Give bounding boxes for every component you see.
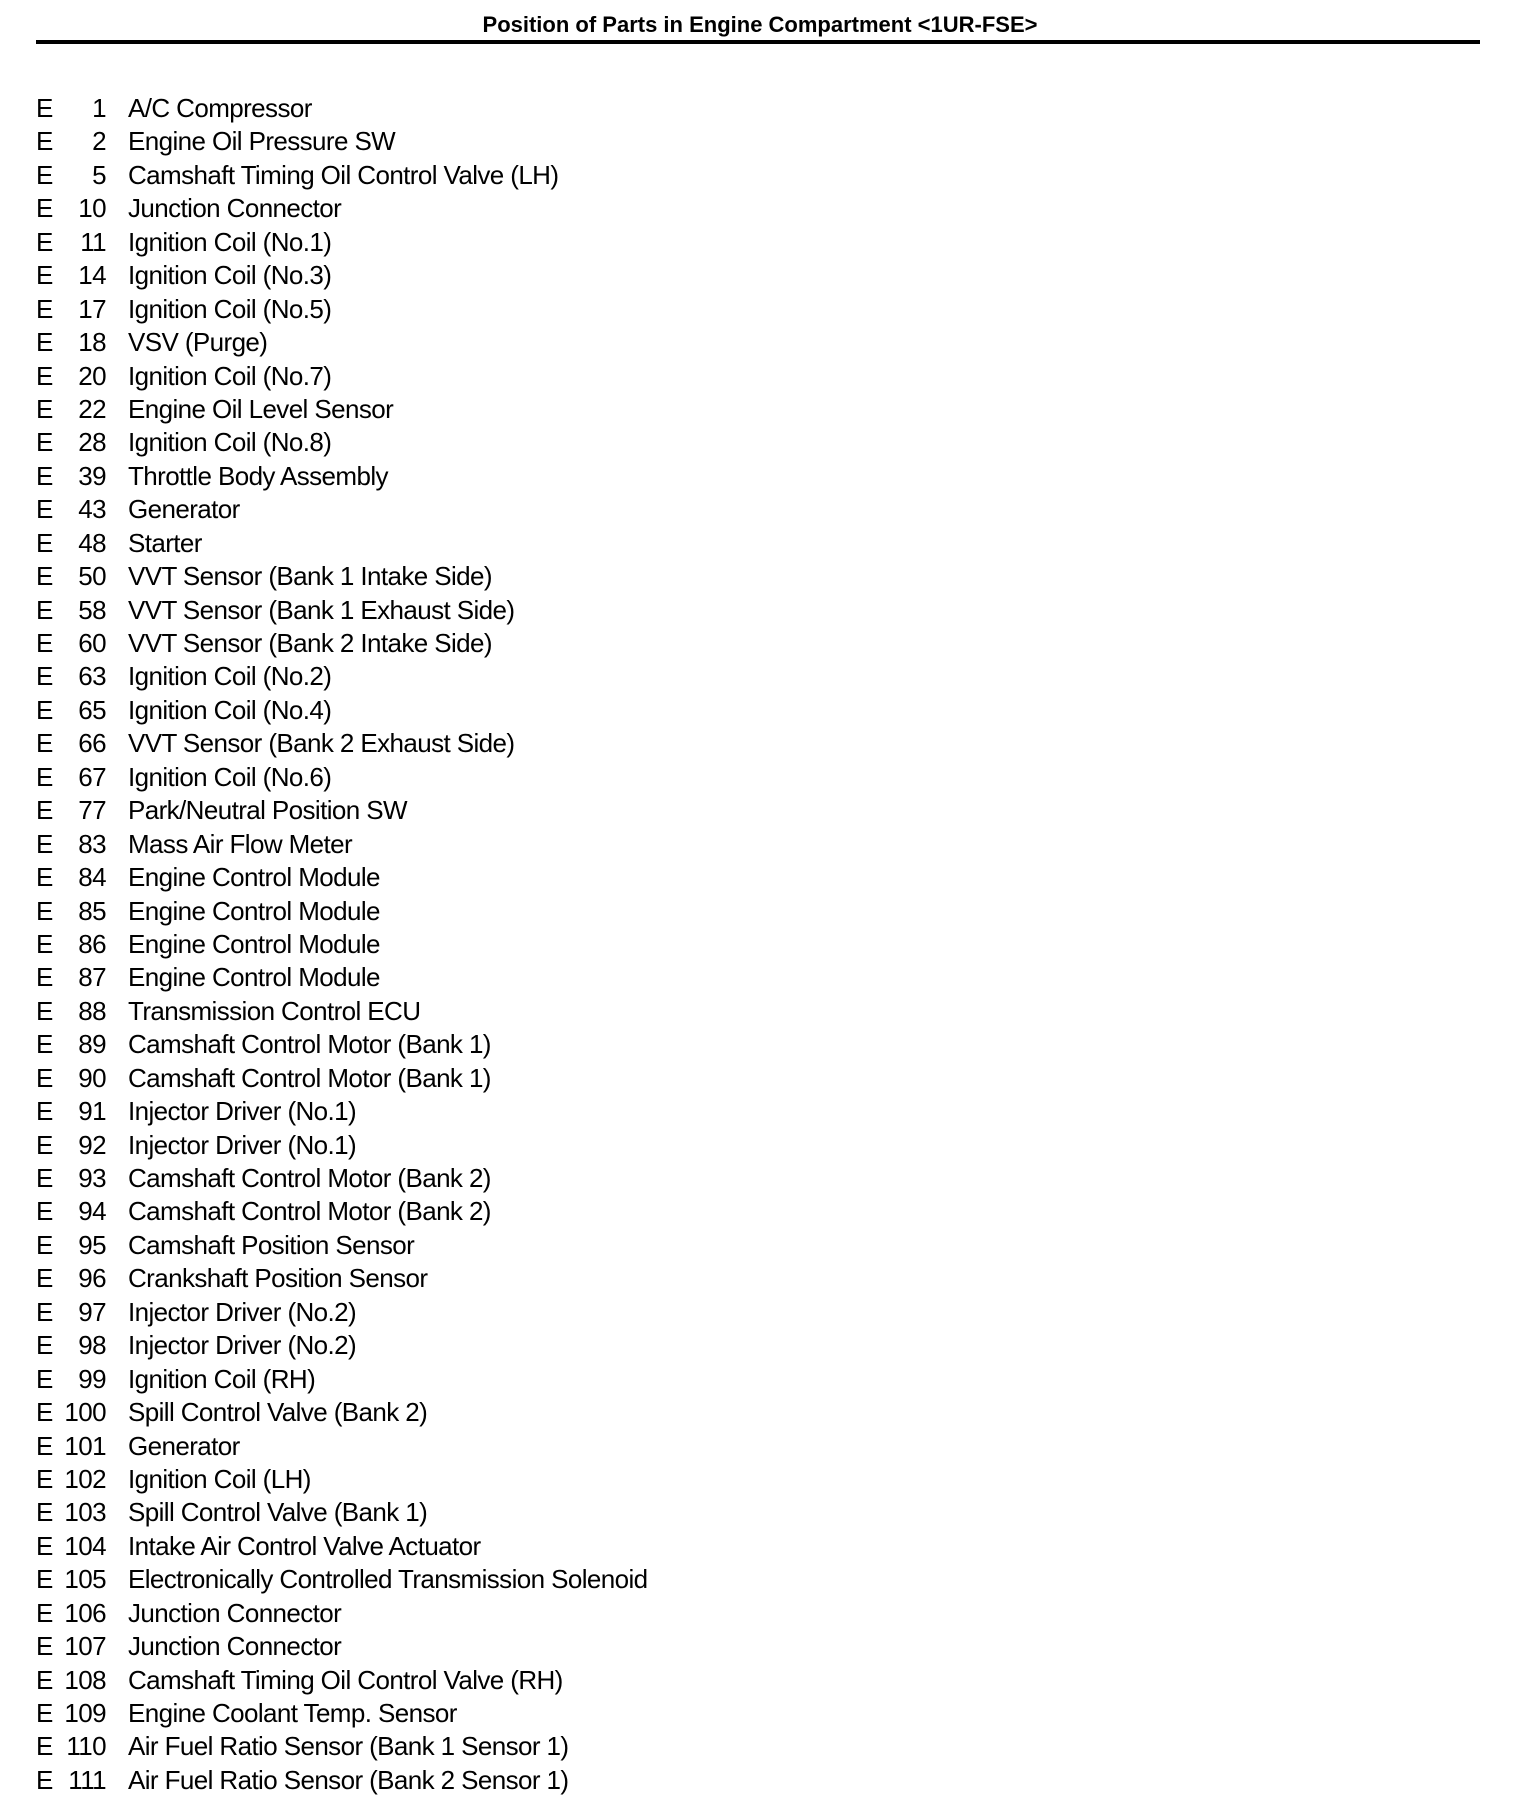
parts-list-row [36,761,1136,794]
connector-letter: E [36,895,53,926]
part-name: Throttle Body Assembly [128,460,388,491]
connector-letter: E [36,1229,53,1260]
parts-list-row [36,1764,1136,1797]
connector-letter: E [36,1296,53,1327]
parts-list-row [36,1095,1136,1128]
parts-list-row [36,560,1136,593]
connector-letter: E [36,393,53,424]
connector-number: 100 [64,1397,106,1428]
connector-letter: E [36,527,53,558]
connector-number: 88 [78,995,106,1026]
connector-letter: E [36,1397,53,1428]
part-name: Intake Air Control Valve Actuator [128,1530,481,1561]
connector-number: 5 [92,159,106,190]
connector-number: 67 [78,761,106,792]
part-name: Engine Oil Level Sensor [128,393,394,424]
connector-number: 110 [66,1731,106,1762]
connector-letter: E [36,460,53,491]
connector-number: 28 [78,427,106,458]
connector-number: 93 [78,1163,106,1193]
connector-letter: E [36,1096,53,1127]
parts-list-row [36,92,1136,125]
connector-letter: E [36,962,53,993]
parts-list-row [36,1195,1136,1228]
connector-number: 2 [92,126,106,157]
connector-number: 92 [78,1129,106,1160]
parts-list-row [36,1329,1136,1362]
connector-letter: E [36,1463,53,1494]
connector-letter: E [36,1497,53,1528]
connector-number: 50 [78,561,106,592]
connector-number: 89 [78,1029,106,1060]
parts-list-row [36,961,1136,994]
connector-letter: E [36,1564,53,1595]
connector-number: 107 [64,1631,106,1662]
part-name: Junction Connector [128,1597,342,1628]
connector-number: 95 [78,1229,106,1260]
connector-letter: E [36,494,53,525]
connector-letter: E [36,628,53,658]
part-name: Injector Driver (No.1) [128,1129,357,1160]
connector-letter: E [36,1363,53,1394]
parts-list-row [36,1129,1136,1162]
connector-number: 97 [78,1296,106,1327]
parts-list-row [36,1296,1136,1329]
connector-number: 84 [78,862,106,893]
parts-list-row [36,1530,1136,1563]
parts-list-row [36,460,1136,493]
connector-number: 83 [78,828,106,859]
connector-letter: E [36,427,53,458]
parts-list-row [36,360,1136,393]
connector-number: 60 [78,628,106,658]
part-name: Generator [128,494,240,525]
connector-letter: E [36,561,53,592]
part-name: Ignition Coil (No.2) [128,661,332,692]
part-name: Ignition Coil (No.3) [128,260,332,291]
part-name: VVT Sensor (Bank 1 Exhaust Side) [128,594,515,625]
part-name: Junction Connector [128,193,342,224]
connector-number: 10 [78,193,106,224]
connector-number: 65 [78,694,106,725]
part-name: Engine Control Module [128,928,380,959]
part-name: Ignition Coil (LH) [128,1463,311,1494]
connector-letter: E [36,226,53,257]
part-name: Engine Control Module [128,895,380,926]
parts-list-row [36,527,1136,560]
connector-letter: E [36,1196,53,1227]
parts-list-row [36,326,1136,359]
connector-number: 77 [78,795,106,826]
parts-list-row [36,1463,1136,1496]
parts-list-row [36,393,1136,426]
connector-letter: E [36,661,53,692]
part-name: VSV (Purge) [128,327,268,358]
connector-number: 43 [78,494,106,525]
connector-number: 105 [64,1564,106,1595]
connector-letter: E [36,126,53,157]
part-name: Ignition Coil (RH) [128,1363,316,1394]
parts-list-row [36,259,1136,292]
part-name: Camshaft Timing Oil Control Valve (RH) [128,1664,563,1695]
connector-number: 63 [78,661,106,692]
parts-list-row [36,895,1136,928]
connector-letter: E [36,1664,53,1695]
parts-list-row [36,159,1136,192]
part-name: Engine Oil Pressure SW [128,126,396,157]
connector-number: 99 [78,1363,106,1394]
connector-letter: E [36,828,53,859]
part-name: Injector Driver (No.2) [128,1330,357,1361]
part-name: Transmission Control ECU [128,995,421,1026]
connector-number: 85 [78,895,106,926]
parts-list-row [36,426,1136,459]
parts-list [36,92,1136,1797]
connector-letter: E [36,1764,53,1795]
parts-list-row [36,493,1136,526]
parts-list-row [36,1062,1136,1095]
part-name: Ignition Coil (No.4) [128,694,332,725]
connector-letter: E [36,995,53,1026]
connector-letter: E [36,159,53,190]
connector-number: 102 [64,1463,106,1494]
connector-number: 87 [78,962,106,993]
connector-letter: E [36,327,53,358]
connector-letter: E [36,862,53,893]
part-name: Camshaft Position Sensor [128,1229,415,1260]
parts-list-row [36,1396,1136,1429]
parts-list-row [36,861,1136,894]
part-name: Camshaft Control Motor (Bank 1) [128,1029,491,1060]
part-name: Spill Control Valve (Bank 1) [128,1497,428,1528]
part-name: Electronically Controlled Transmission Solenoid [128,1564,648,1595]
part-name: VVT Sensor (Bank 2 Exhaust Side) [128,728,515,759]
part-name: VVT Sensor (Bank 1 Intake Side) [128,561,492,592]
connector-letter: E [36,795,53,826]
part-name: Camshaft Control Motor (Bank 1) [128,1062,491,1093]
part-name: Engine Control Module [128,962,380,993]
part-name: Mass Air Flow Meter [128,828,353,859]
connector-number: 18 [78,327,106,358]
part-name: Air Fuel Ratio Sensor (Bank 2 Sensor 1) [128,1764,569,1795]
parts-list-row [36,1229,1136,1262]
parts-list-row [36,995,1136,1028]
connector-letter: E [36,1163,53,1193]
connector-number: 66 [78,728,106,759]
part-name: Air Fuel Ratio Sensor (Bank 1 Sensor 1) [128,1731,569,1762]
connector-letter: E [36,728,53,759]
parts-list-row [36,1262,1136,1295]
connector-number: 103 [64,1497,106,1528]
part-name: Ignition Coil (No.6) [128,761,332,792]
parts-list-row [36,192,1136,225]
parts-list-row [36,1496,1136,1529]
connector-letter: E [36,1430,53,1461]
parts-list-row [36,794,1136,827]
connector-number: 11 [80,226,106,257]
connector-letter: E [36,1129,53,1160]
connector-letter: E [36,1062,53,1093]
parts-list-row [36,627,1136,660]
parts-list-row [36,226,1136,259]
part-name: Generator [128,1430,240,1461]
connector-number: 94 [78,1196,106,1227]
connector-number: 101 [64,1430,106,1461]
connector-number: 106 [64,1597,106,1628]
connector-letter: E [36,1029,53,1060]
connector-letter: E [36,594,53,625]
connector-number: 14 [78,260,106,291]
connector-number: 17 [78,293,106,324]
part-name: Engine Control Module [128,862,380,893]
connector-letter: E [36,761,53,792]
title-divider [36,40,1480,44]
parts-list-row [36,293,1136,326]
parts-list-row [36,928,1136,961]
part-name: Starter [128,527,202,558]
connector-number: 111 [68,1764,106,1795]
part-name: Camshaft Timing Oil Control Valve (LH) [128,159,559,190]
page-title: Position of Parts in Engine Compartment <1UR-FSE> [482,12,1038,37]
connector-number: 108 [64,1664,106,1695]
connector-number: 1 [92,93,106,123]
parts-list-row [36,1028,1136,1061]
connector-number: 109 [64,1698,106,1728]
parts-list-row [36,694,1136,727]
connector-number: 104 [64,1530,106,1561]
parts-list-row [36,1630,1136,1663]
part-name: Spill Control Valve (Bank 2) [128,1397,428,1428]
part-name: Ignition Coil (No.8) [128,427,332,458]
parts-list-row [36,1730,1136,1763]
parts-list-row [36,1697,1136,1730]
part-name: Ignition Coil (No.1) [128,226,332,257]
connector-letter: E [36,1731,53,1762]
part-name: Ignition Coil (No.7) [128,360,332,391]
parts-list-row [36,1664,1136,1697]
connector-letter: E [36,928,53,959]
parts-list-row [36,1430,1136,1463]
part-name: Junction Connector [128,1631,342,1662]
parts-list-row [36,1563,1136,1596]
part-name: Ignition Coil (No.5) [128,293,332,324]
part-name: A/C Compressor [128,93,312,123]
connector-number: 58 [78,594,106,625]
connector-letter: E [36,93,53,123]
connector-letter: E [36,1263,53,1294]
part-name: Injector Driver (No.1) [128,1096,357,1127]
parts-list-row [36,1162,1136,1195]
connector-letter: E [36,1530,53,1561]
connector-number: 86 [78,928,106,959]
part-name: Injector Driver (No.2) [128,1296,357,1327]
connector-number: 91 [78,1096,106,1127]
parts-list-row [36,125,1136,158]
connector-number: 90 [78,1062,106,1093]
connector-number: 20 [78,360,106,391]
connector-letter: E [36,1330,53,1361]
part-name: Park/Neutral Position SW [128,795,407,826]
parts-list-row [36,828,1136,861]
part-name: Crankshaft Position Sensor [128,1263,428,1294]
connector-number: 96 [78,1263,106,1294]
parts-list-row [36,1597,1136,1630]
parts-list-row [36,727,1136,760]
connector-number: 48 [78,527,106,558]
connector-letter: E [36,293,53,324]
connector-letter: E [36,1698,53,1728]
parts-list-row [36,1363,1136,1396]
connector-number: 22 [78,393,106,424]
connector-letter: E [36,260,53,291]
parts-list-row [36,660,1136,693]
connector-letter: E [36,694,53,725]
connector-letter: E [36,1597,53,1628]
parts-list-row [36,594,1136,627]
connector-number: 39 [78,460,106,491]
connector-number: 98 [78,1330,106,1361]
part-name: Engine Coolant Temp. Sensor [128,1698,457,1728]
part-name: VVT Sensor (Bank 2 Intake Side) [128,628,492,658]
connector-letter: E [36,193,53,224]
part-name: Camshaft Control Motor (Bank 2) [128,1196,491,1227]
connector-letter: E [36,1631,53,1662]
connector-letter: E [36,360,53,391]
part-name: Camshaft Control Motor (Bank 2) [128,1163,491,1193]
